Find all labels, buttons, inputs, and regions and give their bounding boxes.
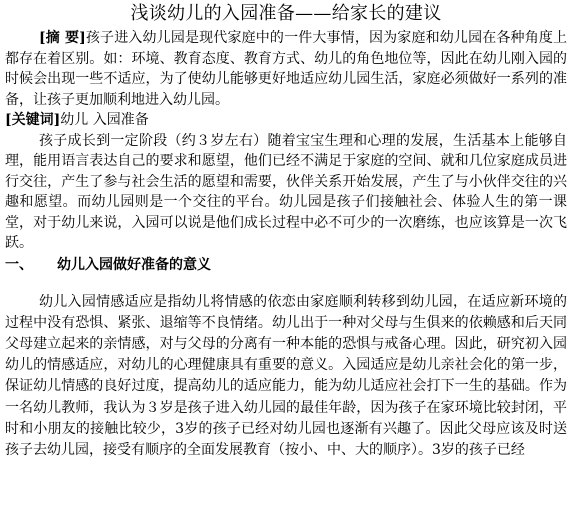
abstract-text: 孩子进入幼儿园是现代家庭中的一件大事情，因为家庭和幼儿园在各种角度上都存在着区别。如：环境、教育态度、教育方式、幼儿的角色地位等，因此在幼儿刚入园的时候会出现一些不适应，为了使幼儿能够更好地适应幼儿园生活，家庭必须做好一系列的准备，让孩子更加顺利地进入幼儿园。 xyxy=(5,30,568,108)
abstract-label: [摘 要] xyxy=(39,30,86,46)
section-1-number: 一、 xyxy=(5,256,33,273)
keywords-label: [关键词] xyxy=(5,112,61,128)
section-1-heading xyxy=(5,254,567,276)
section-spacer xyxy=(5,276,567,292)
intro-paragraph: 孩子成长到一定阶段（约３岁左右）随着宝宝生理和心理的发展，生活基本上能够自理，能用语言表达自己的要求和愿望，他们已经不满足于家庭的空间、就和几位家庭成员进行交往，产生了参与社会生活的愿望和需要，伙伴关系开始发展，产生了与小伙伴交往的兴趣和愿望。而幼儿园则是一个交往的平台。幼儿园是孩子们接触社会、体验人生的第一课堂，对于幼儿来说，入园可以说是他们成长过程中必不可少的一次磨练，也应该算是一次飞跃。 xyxy=(5,132,567,251)
keywords-paragraph xyxy=(5,110,567,131)
section-1-body xyxy=(5,292,567,462)
abstract-paragraph xyxy=(5,28,567,110)
document-title: 浅谈幼儿的入园准备——给家长的建议 xyxy=(130,3,442,24)
section-1-title: 幼儿入园做好准备的意义 xyxy=(57,256,211,273)
section-1-paragraph: 幼儿入园情感适应是指幼儿将情感的依恋由家庭顺利转移到幼儿园，在适应新环境的过程中没有恐惧、紧张、退缩等不良情绪。幼儿出于一种对父母与生俱来的依赖感和后天同父母建立起来的亲情感，对与父母的分离有一种本能的恐惧与戒备心理。因此，研究初入园幼儿的情感适应，对幼儿的心理健康具有重要的意义。入园适应是幼儿亲社会化的第一步，保证幼儿情感的良好过度，提高幼儿的适应能力，能为幼儿适应社会打下一生的基础。作为一名幼儿教师，我认为３岁是孩子进入幼儿园的最佳年龄，因为孩子在家环境比较封闭，平时和小朋友的接触比较少，3岁的孩子已经对幼儿园也逐渐有兴趣了。因此父母应该及时送孩子去幼儿园，接受有顺序的全面发展教育（按小、中、大的顺序）。3岁的孩子已经 xyxy=(5,293,567,458)
keywords-text: 幼儿 入园准备 xyxy=(60,112,149,128)
